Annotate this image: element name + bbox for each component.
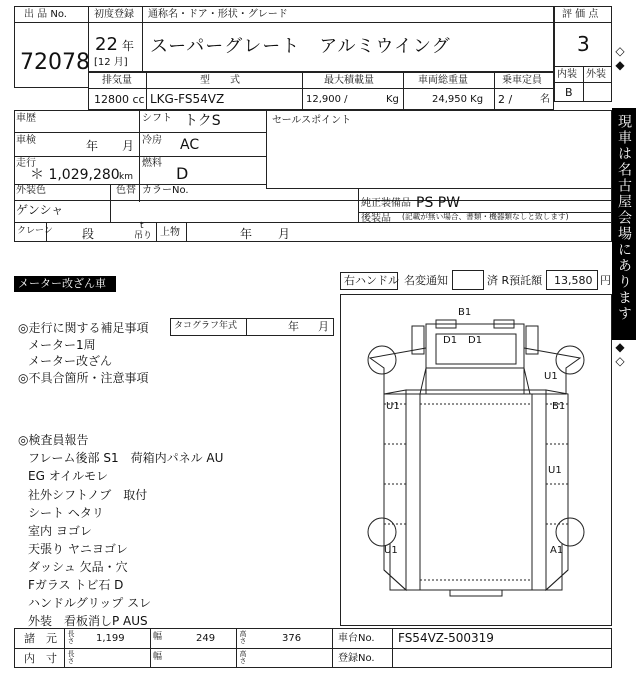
deck-label: 上物 [160, 227, 180, 238]
crane-stage: 段 [82, 227, 95, 241]
lot-number: 72078 [20, 50, 90, 75]
width-label: 幅 [153, 632, 163, 642]
height-value: 376 [282, 633, 302, 644]
color-code-label: カラーNo. [142, 185, 189, 196]
recycle-label: 済 R預託額 [487, 274, 543, 287]
inner-width-label: 幅 [153, 652, 163, 662]
reg-month: [12 月] [94, 57, 128, 68]
color-label: 外装色 [16, 185, 46, 196]
supplement-title: ◎走行に関する補足事項 [18, 321, 149, 335]
gross-weight: 24,950 Kg [432, 94, 484, 105]
vehicle-type: LKG-FS54VZ [150, 92, 225, 106]
max-load-unit: Kg [386, 94, 399, 105]
retrofit-note: (記載が無い場合、書類・機器類なしと致します) [402, 213, 569, 222]
displacement-label: 排気量 [102, 75, 132, 86]
displacement: 12800 cc [94, 93, 145, 106]
ac-value: AC [180, 137, 200, 153]
mileage: ＊ 1,029,280 [30, 167, 120, 183]
first-reg-label: 初度登録 [94, 9, 134, 20]
sales-point-label: セールスポイント [272, 115, 352, 126]
inspector-line: Fガラス トビ石 D [28, 578, 124, 592]
exterior-label: 外装 [586, 69, 606, 80]
damage-mark: U1 [544, 371, 558, 382]
location-text: 現車は名古屋会場にあります [616, 114, 632, 322]
reg-no-label: 登録No. [338, 653, 375, 664]
dims-label: 諸 元 [24, 632, 57, 645]
grade-label: 評 価 点 [562, 9, 599, 20]
inspection-year: 年 [86, 139, 99, 153]
damage-mark: B1 [458, 307, 472, 318]
inspector-line: フレーム後部 S1 荷箱内パネル AU [28, 451, 224, 465]
fuel-label: 燃料 [142, 158, 162, 169]
type-label: 型 式 [200, 75, 240, 86]
chassis-number: FS54VZ-500319 [398, 631, 494, 645]
inspector-line: 社外シフトノブ 取付 [28, 488, 148, 502]
inspector-line: EG オイルモレ [28, 469, 109, 483]
location-sidebar [612, 108, 636, 340]
deck-year: 年 [240, 227, 253, 241]
inspector-title: ◎検査員報告 [18, 433, 89, 447]
model-name: スーパーグレート アルミウイング [150, 36, 451, 57]
sidebar-diamonds-top: ◇◆ [613, 44, 627, 72]
inspector-line: 天張り ヤニヨゴレ [28, 542, 128, 556]
damage-mark: U1 [548, 465, 562, 476]
lot-no-label: 出 品 No. [24, 9, 67, 20]
inspection-month: 月 [122, 139, 135, 153]
defect-title-visible: ◎不具合箇所・注意事項 [18, 371, 149, 385]
damage-mark: U1 [386, 401, 400, 412]
deck-month: 月 [278, 227, 291, 241]
length-label: 長さ [67, 630, 75, 644]
inspector-line: ハンドルグリップ スレ [28, 596, 152, 610]
ac-label: 冷房 [142, 135, 162, 146]
recycle-amount: 13,580 [554, 274, 593, 287]
crane-hang: 吊り [134, 231, 153, 241]
equip-label: 純正装備品 [361, 198, 411, 209]
capacity: 2 / [498, 93, 513, 106]
equip-value: PS PW [416, 195, 461, 211]
reg-year: 22 [95, 34, 118, 55]
model-label: 通称名・ドア・形状・グレード [148, 9, 288, 20]
inner-label: 内 寸 [24, 652, 57, 665]
damage-mark: A1 [550, 545, 564, 556]
inner-length-label: 長さ [67, 650, 75, 664]
right-handle: 右ハンドル [344, 274, 399, 287]
mileage-unit: km [119, 172, 133, 182]
max-load: 12,900 / [306, 94, 348, 105]
meter-tamper-banner: メーター改ざん車 [14, 276, 116, 292]
length-value: 1,199 [96, 633, 125, 644]
width-value: 249 [196, 633, 216, 644]
name-change-label: 名変通知 [404, 274, 448, 287]
inspector-line: 室内 ヨゴレ [28, 524, 92, 538]
mileage-label: 走行 [16, 158, 36, 169]
shift-label: シフト [142, 113, 172, 124]
inner-height-label: 高さ [239, 650, 247, 664]
reg-year-unit: 年 [122, 39, 135, 53]
inspector-line: ダッシュ 欠品・穴 [28, 560, 128, 574]
supplement-line: メーター1周 [28, 338, 96, 352]
interior-grade: B [565, 86, 573, 99]
damage-mark: U1 [384, 545, 398, 556]
interior-label: 内装 [557, 69, 577, 80]
color-name: ゲンシャ [16, 203, 64, 217]
capacity-label: 乗車定員 [502, 75, 542, 86]
shift-value: トクS [184, 113, 221, 129]
recycle-unit: 円 [600, 274, 611, 287]
tacho-year: 年 [288, 320, 299, 333]
max-load-label: 最大積載量 [324, 75, 374, 86]
chassis-label: 車台No. [338, 633, 375, 644]
crane-ton: t [140, 221, 144, 231]
damage-mark: B1 [552, 401, 566, 412]
inspector-line: 外装 看板消しP AUS [28, 614, 148, 628]
gross-weight-label: 車両総重量 [418, 75, 468, 86]
sidebar-diamonds-bottom: ◆◇ [613, 340, 627, 368]
history-label: 車歴 [16, 113, 36, 124]
crane-label: クレーン [17, 226, 53, 236]
supplement-line: メーター改ざん [28, 354, 113, 368]
tacho-month: 月 [318, 320, 329, 333]
retrofit-label: 後装品 [361, 213, 391, 224]
name-change-box [452, 270, 484, 290]
height-label: 高さ [239, 630, 247, 644]
inspector-line: シート ヘタリ [28, 506, 104, 520]
damage-mark: D1 [443, 335, 458, 346]
inspection-label: 車検 [16, 135, 36, 146]
color-no-label: 色替 [116, 185, 136, 196]
fuel-value: D [176, 164, 189, 183]
overall-grade: 3 [577, 32, 590, 56]
capacity-unit: 名 [540, 94, 550, 105]
damage-mark: D1 [468, 335, 483, 346]
tacho-label: タコグラフ年式 [174, 321, 238, 331]
